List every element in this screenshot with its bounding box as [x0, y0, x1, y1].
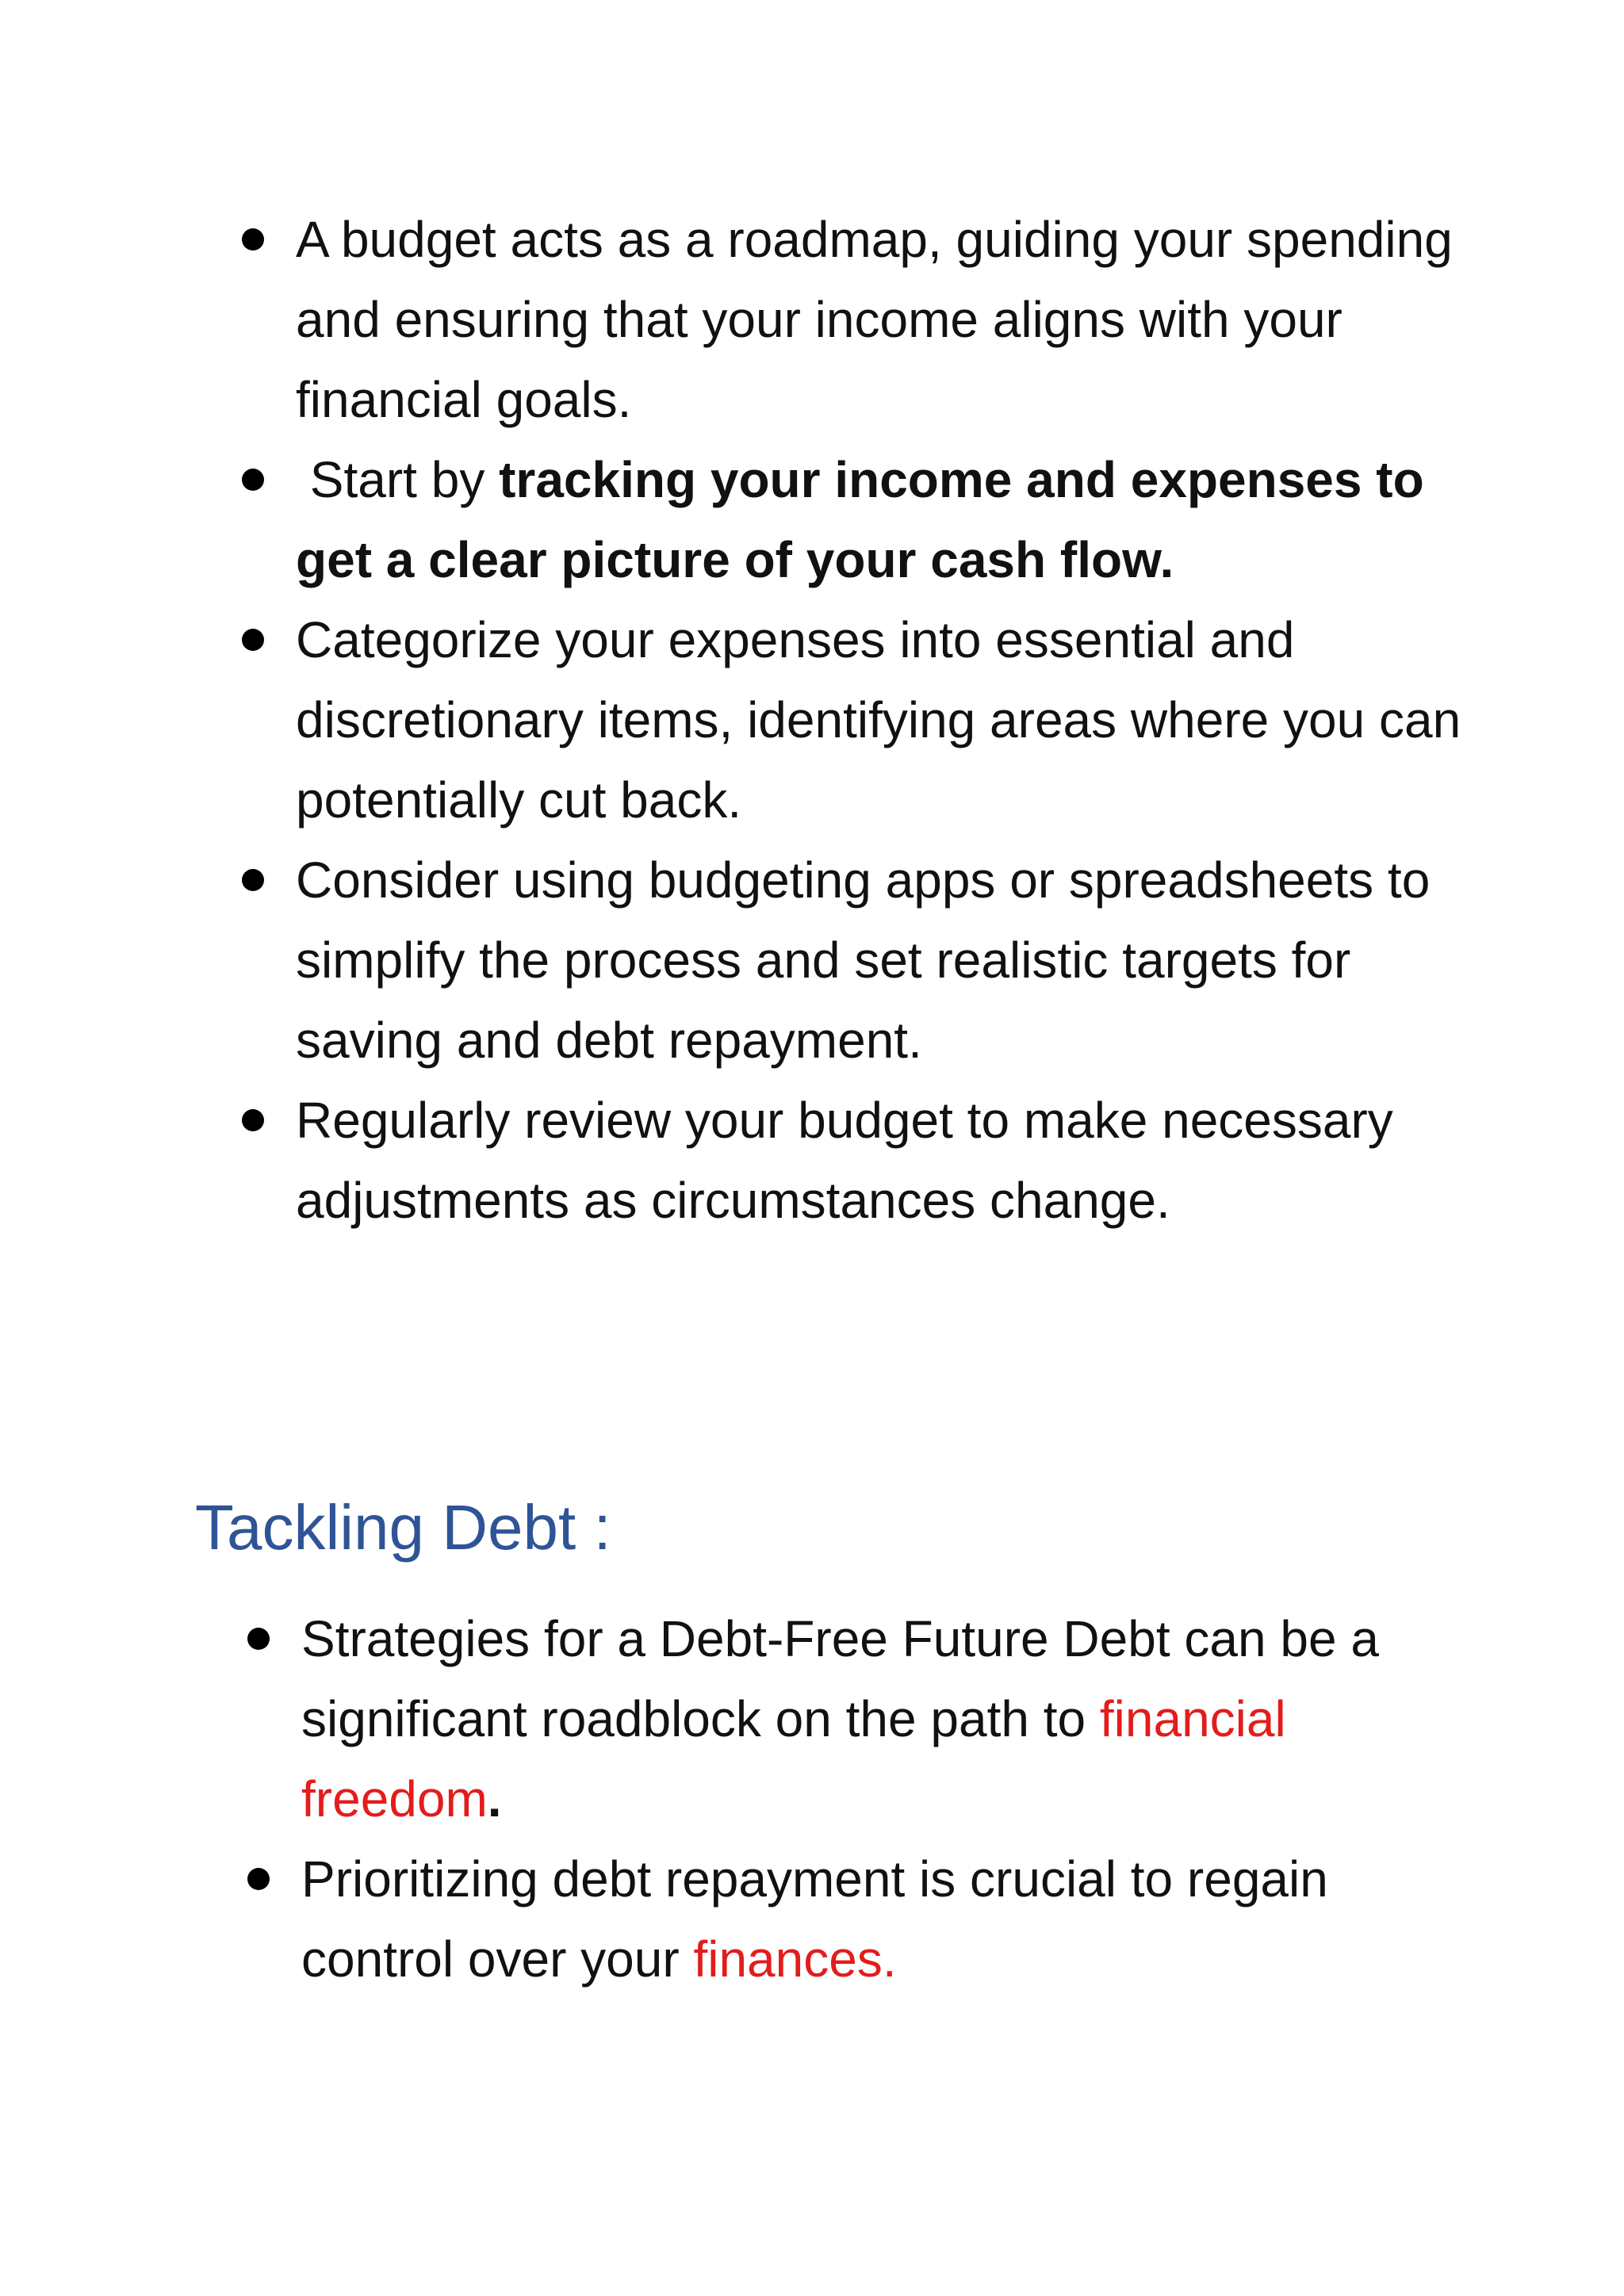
- list-item-bold-text: tracking your income and expenses to get a clear picture of your cash flow.: [296, 451, 1424, 588]
- list-item: [242, 440, 1479, 600]
- list-item-suffix: .: [487, 1770, 502, 1827]
- bullet-icon: [242, 869, 264, 891]
- list-item: [242, 1081, 1479, 1241]
- bullet-icon: [242, 469, 264, 491]
- highlighted-term: finances.: [693, 1931, 897, 1988]
- list-item: [242, 840, 1479, 1081]
- bullet-icon: [242, 629, 264, 651]
- list-item: [242, 600, 1479, 840]
- list-item-prefix: Start by: [296, 451, 500, 508]
- highlighted-term: financial freedom: [301, 1690, 1286, 1827]
- list-item: [247, 1599, 1484, 1839]
- list-item-text: [301, 1610, 1379, 1827]
- list-item-body: Strategies for a Debt-Free Future Debt can be a significant roadblock on the path to: [301, 1610, 1379, 1747]
- list-item: [247, 1839, 1484, 1999]
- list-item-text: Consider using budgeting apps or spreadsheets to simplify the process and set realistic targets for saving and debt repayment.: [296, 851, 1431, 1069]
- bullet-icon: [242, 228, 264, 251]
- debt-tips-list: [247, 1599, 1484, 1999]
- bullet-icon: [247, 1628, 270, 1650]
- section-heading: Tackling Debt :: [195, 1492, 611, 1563]
- list-item: [242, 200, 1479, 440]
- list-item-text: Regularly review your budget to make necessary adjustments as circumstances change.: [296, 1092, 1393, 1229]
- list-item-text: [296, 451, 1424, 588]
- list-item-body: Prioritizing debt repayment is crucial to regain control over your: [301, 1850, 1328, 1988]
- bullet-icon: [247, 1868, 270, 1890]
- list-item-text: Categorize your expenses into essential and discretionary items, identifying areas where you can potentially cut back.: [296, 611, 1461, 828]
- list-item-text: A budget acts as a roadmap, guiding your spending and ensuring that your income aligns with your financial goals.: [296, 211, 1453, 428]
- bullet-icon: [242, 1109, 264, 1131]
- budget-tips-list: [242, 200, 1479, 1241]
- list-item-text: [301, 1850, 1328, 1988]
